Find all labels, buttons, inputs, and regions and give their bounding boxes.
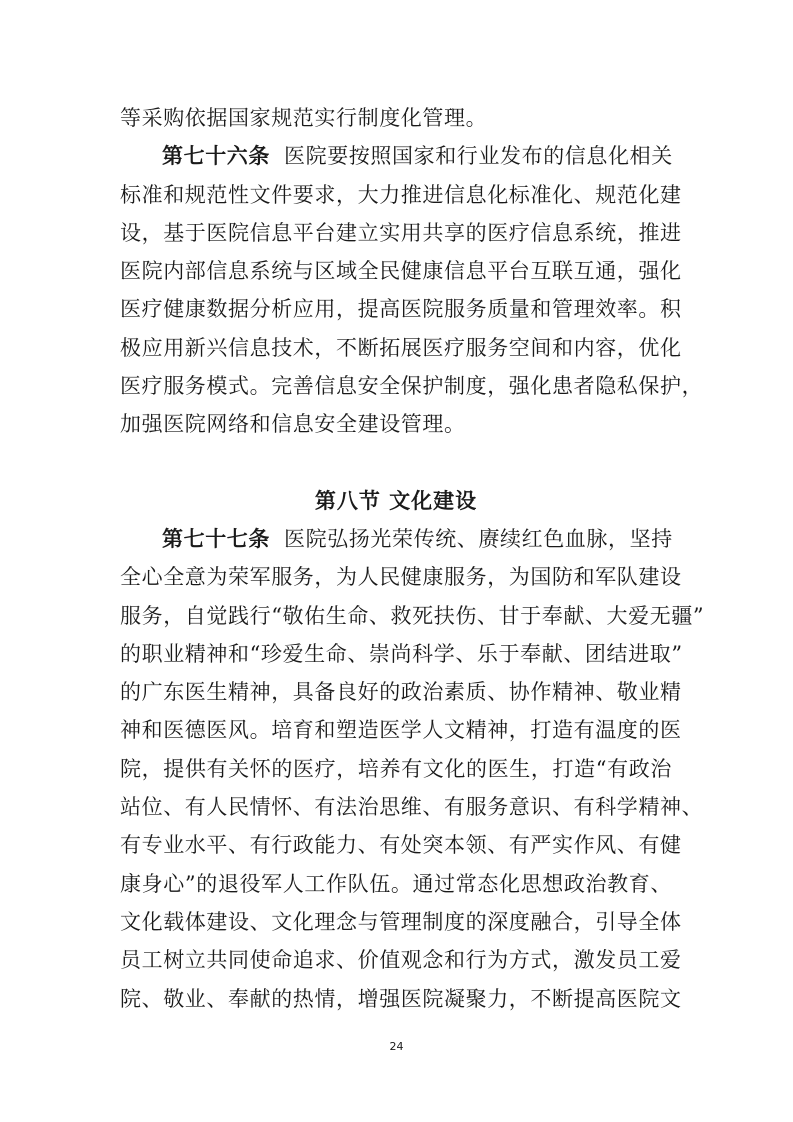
section-heading: 第八节 文化建设 <box>314 487 478 513</box>
paragraph-line: 康身心”的退役军人工作队伍。通过常态化思想政治教育、 <box>120 871 672 896</box>
paragraph-line: 医院内部信息系统与区域全民健康信息平台互联互通，强化 <box>120 259 682 284</box>
paragraph-line: 的广东医生精神，具备良好的政治素质、协作精神、敬业精 <box>120 680 682 705</box>
paragraph-line <box>120 520 672 558</box>
paragraph-line: 极应用新兴信息技术，不断拓展医疗服务空间和内容，优化 <box>120 335 682 360</box>
paragraph-line: 加强医院网络和信息安全建设管理。 <box>120 412 466 437</box>
article-77 <box>120 520 705 1018</box>
article-text: 医院弘扬光荣传统、赓续红色血脉，坚持 <box>284 526 673 551</box>
article-text: 医院要按照国家和行业发布的信息化相关 <box>284 144 673 169</box>
section-spacer <box>120 444 672 482</box>
paragraph-line: 站位、有人民情怀、有法治思维、有服务意识、有科学精神、 <box>120 795 704 820</box>
paragraph-line: 医疗健康数据分析应用，提高医院服务质量和管理效率。积 <box>120 297 682 322</box>
article-label: 第七十七条 <box>162 525 270 551</box>
paragraph-line: 的职业精神和“珍爱生命、崇尚科学、乐于奉献、团结进取” <box>120 641 683 666</box>
paragraph-line <box>120 137 672 175</box>
paragraph-line: 全心全意为荣军服务，为人民健康服务，为国防和军队建设 <box>120 565 682 590</box>
paragraph-line: 神和医德医风。培育和塑造医学人文精神，打造有温度的医 <box>120 718 682 743</box>
paragraph-line: 员工树立共同使命追求、价值观念和行为方式，激发员工爱 <box>120 948 682 973</box>
paragraph-line: 院、敬业、奉献的热情，增强医院凝聚力，不断提高医院文 <box>120 986 682 1011</box>
paragraph-line: 标准和规范性文件要求，大力推进信息化标准化、规范化建 <box>120 182 682 207</box>
page-number: 24 <box>389 1040 404 1053</box>
paragraph-line: 等采购依据国家规范实行制度化管理。 <box>120 106 488 130</box>
paragraph-line: 院，提供有关怀的医疗，培养有文化的医生，打造“有政治 <box>120 756 672 781</box>
paragraph-line: 服务，自觉践行“敬佑生命、救死扶伤、甘于奉献、大爱无疆” <box>120 603 705 628</box>
paragraph-line: 有专业水平、有行政能力、有处突本领、有严实作风、有健 <box>120 833 682 858</box>
article-label: 第七十六条 <box>162 143 270 169</box>
paragraph-line: 文化载体建设、文化理念与管理制度的深度融合，引导全体 <box>120 909 682 934</box>
paragraph-line: 设，基于医院信息平台建立实用共享的医疗信息系统，推进 <box>120 220 682 245</box>
article-76 <box>120 137 704 443</box>
body-text <box>120 99 705 1018</box>
paragraph-line: 医疗服务模式。完善信息安全保护制度，强化患者隐私保护， <box>120 374 704 399</box>
